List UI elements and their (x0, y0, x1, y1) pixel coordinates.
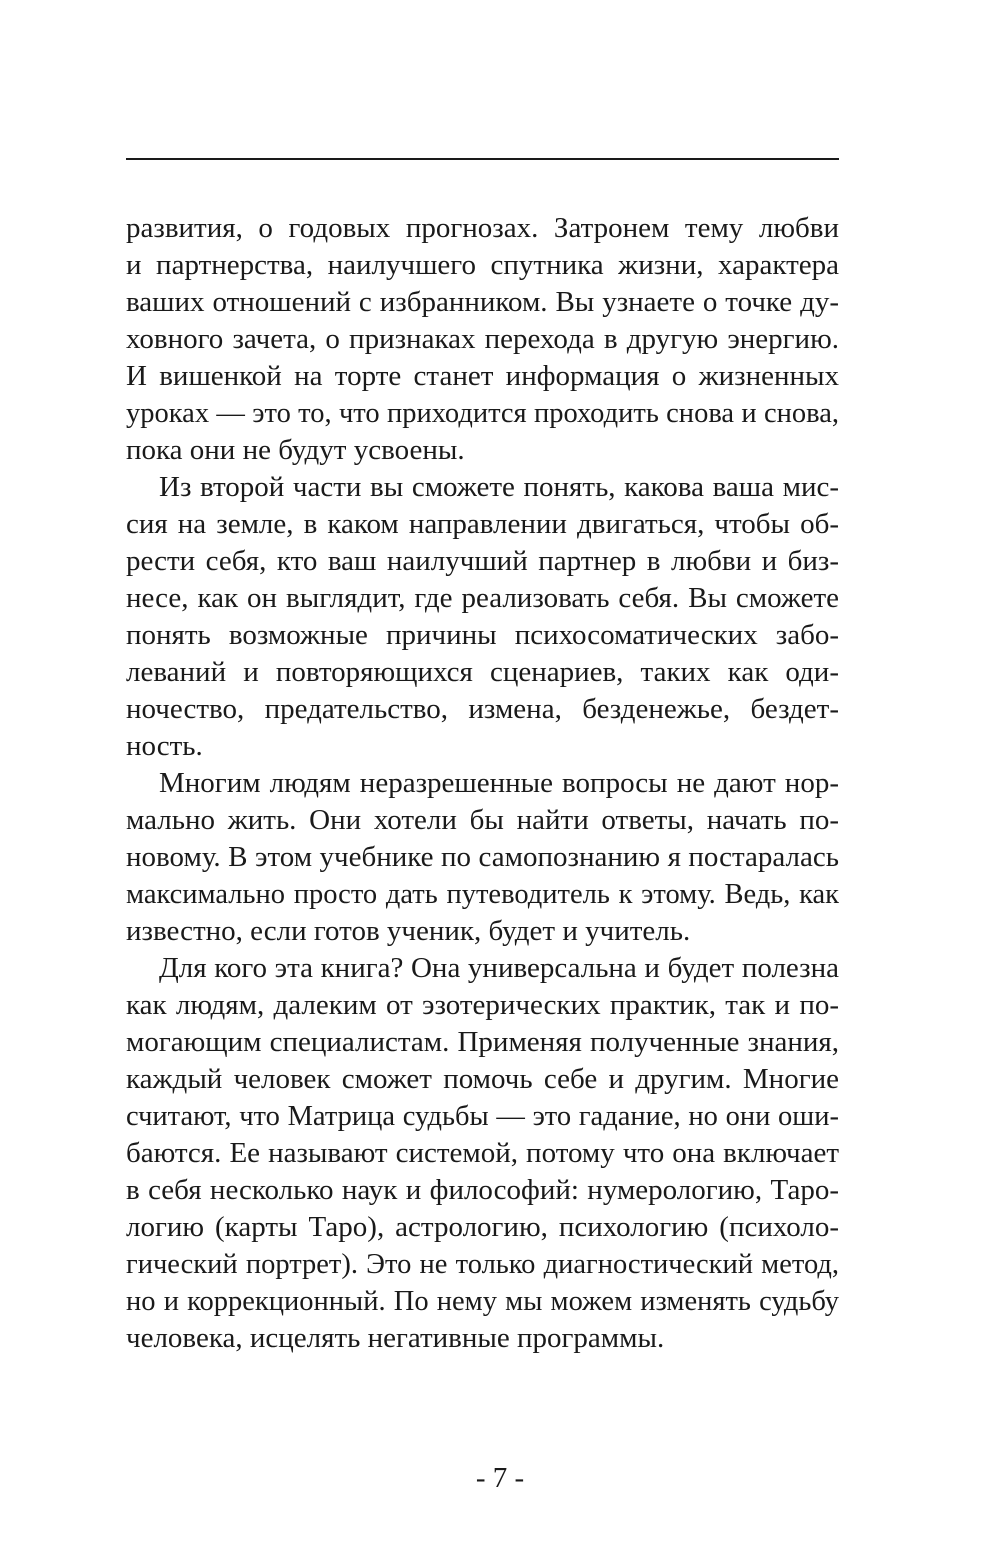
text-line: ховного зачета, о признаках перехода в другую энергию. (126, 323, 839, 355)
text-line: пока они не будут усвоены. (126, 434, 465, 466)
text-line: ночество, предательство, измена, безденежье, бездет- (126, 693, 839, 725)
text-line: Из второй части вы сможете понять, какова ваша мис- (159, 471, 839, 503)
text-line: но и коррекционный. По нему мы можем изменять судьбу (126, 1286, 839, 1317)
text-line: считают, что Матрица судьбы — это гадание, но они оши- (126, 1101, 839, 1132)
text-line: в себя несколько наук и философий: нумерологию, Таро- (126, 1174, 839, 1206)
text-line: понять возможные причины психосоматических забо- (126, 619, 839, 651)
text-line: каждый человек сможет помочь себе и другим. Многие (126, 1063, 839, 1095)
text-line: мально жить. Они хотели бы найти ответы, начать по- (126, 804, 839, 836)
text-line: человека, исцелять негативные программы. (126, 1322, 665, 1354)
text-line: гический портрет). Это не только диагностический метод, (126, 1249, 839, 1280)
paragraph-4 (126, 950, 839, 1357)
text-line: И вишенкой на торте станет информация о жизненных (126, 360, 839, 392)
text-line: баются. Ее называют системой, потому что она включает (126, 1137, 839, 1169)
paragraph-3 (126, 765, 839, 950)
text-line: Для кого эта книга? Она универсальна и будет полезна (159, 952, 839, 984)
text-line: как людям, далеким от эзотерических практик, так и по- (126, 989, 839, 1021)
text-line: леваний и повторяющихся сценариев, таких как оди- (126, 656, 839, 688)
text-line: развития, о годовых прогнозах. Затронем тему любви (126, 212, 839, 244)
text-line: сия на земле, в каком направлении двигаться, чтобы об- (126, 508, 839, 540)
text-line: известно, если готов ученик, будет и учитель. (126, 915, 691, 947)
paragraph-1 (126, 210, 839, 469)
text-line: и партнерства, наилучшего спутника жизни, характера (126, 249, 839, 281)
text-line: новому. В этом учебнике по самопознанию я постаралась (126, 841, 839, 873)
page-number: - 7 - (475, 1462, 525, 1494)
text-line: рести себя, кто ваш наилучший партнер в любви и биз- (126, 545, 839, 577)
paragraph-2 (126, 469, 839, 765)
text-line: логию (карты Таро), астрологию, психологию (психоло- (126, 1211, 839, 1243)
text-line: могающим специалистам. Применяя полученные знания, (126, 1026, 839, 1058)
body-text (126, 210, 839, 1357)
text-line: Многим людям неразрешенные вопросы не дают нор- (159, 767, 839, 799)
header-rule (126, 158, 839, 160)
text-line: уроках — это то, что приходится проходить снова и снова, (126, 398, 839, 429)
text-line: максимально просто дать путеводитель к этому. Ведь, как (126, 879, 839, 910)
text-line: ваших отношений с избранником. Вы узнаете о точке ду- (126, 286, 839, 318)
text-line: ность. (126, 730, 203, 762)
text-line: несе, как он выглядит, где реализовать себя. Вы сможете (126, 582, 839, 614)
